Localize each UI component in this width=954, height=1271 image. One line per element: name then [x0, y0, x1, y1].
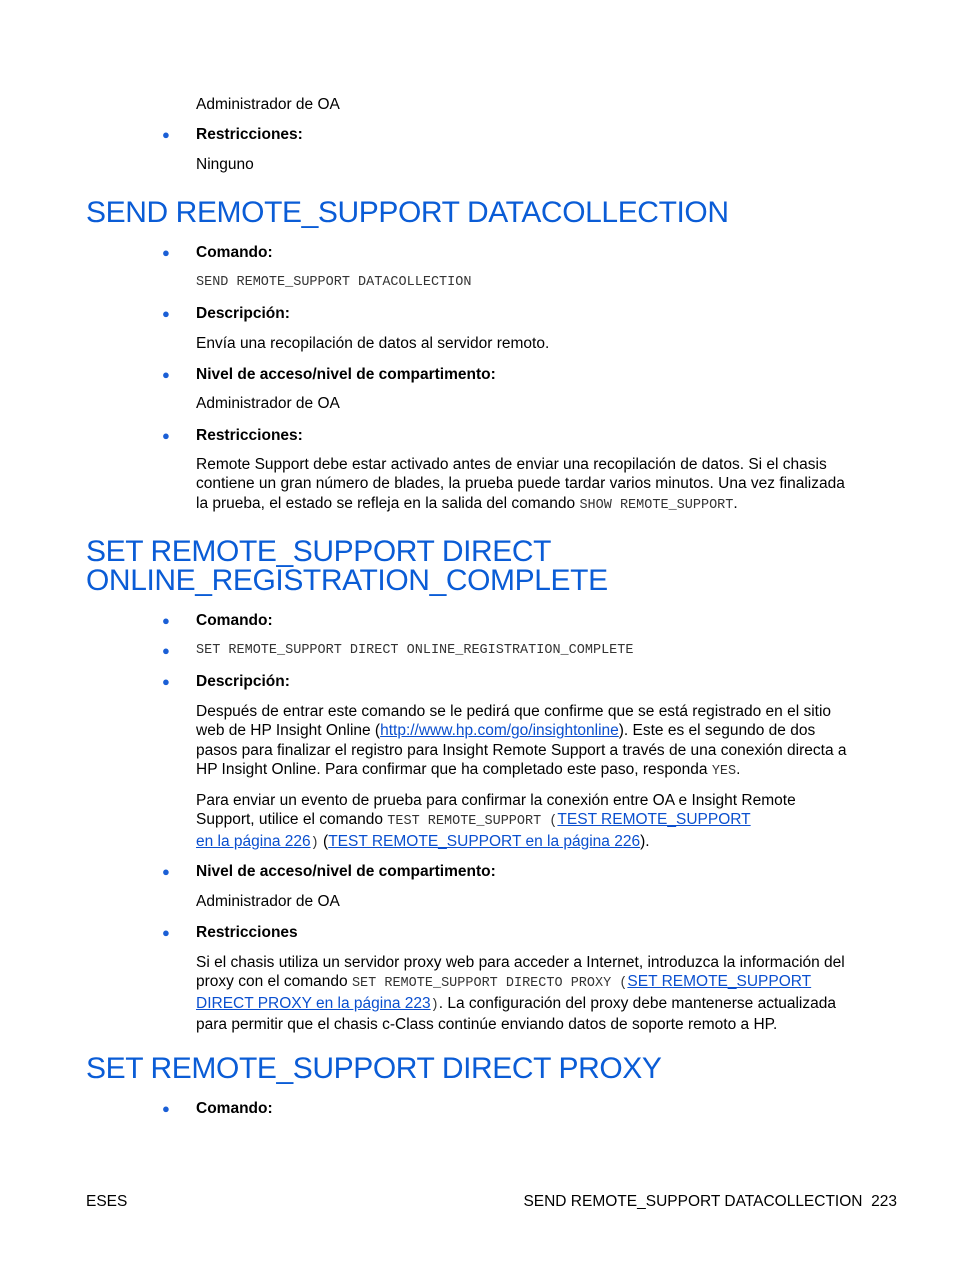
page-number: 223: [871, 1193, 897, 1210]
bullet-icon: ●: [162, 643, 170, 658]
direct-proxy-page-link[interactable]: DIRECT PROXY en la página 223: [196, 994, 431, 1012]
access-label: Nivel de acceso/nivel de compartimento:: [196, 366, 496, 383]
command-label: Comando:: [196, 612, 273, 629]
paragraph-line: [196, 810, 796, 831]
text-run: ). Este es el segundo de dos: [618, 722, 816, 740]
access-value: Administrador de OA: [196, 893, 340, 910]
footer-locale: ESES: [86, 1193, 128, 1210]
paragraph-line: [196, 494, 845, 515]
footer-section-title: SEND REMOTE_SUPPORT DATACOLLECTION: [523, 1193, 863, 1210]
test-event-paragraph: [196, 791, 796, 853]
paragraph-line: Después de entrar este comando se le pedirá que confirme que se está registrado en el sitio: [196, 703, 832, 720]
bullet-icon: ●: [162, 925, 170, 940]
footer-right: [523, 1192, 897, 1211]
inline-code: SHOW REMOTE_SUPPORT: [579, 497, 734, 513]
text-run: . La configuración del proxy debe mantenerse actualizada: [438, 994, 836, 1012]
bullet-icon: ●: [162, 306, 170, 321]
text-run: .: [736, 760, 741, 778]
direct-proxy-link[interactable]: SET REMOTE_SUPPORT: [627, 973, 812, 991]
paragraph-line: pasos para finalizar el registro para Insight Remote Support a través de una conexión directa a: [196, 741, 847, 759]
text-run: la prueba, el estado se refleja en la salida del comando: [196, 494, 580, 512]
bullet-icon: ●: [162, 613, 170, 628]
text-run: .: [733, 494, 738, 512]
command-value: SET REMOTE_SUPPORT DIRECT ONLINE_REGISTRATION_COMPLETE: [196, 643, 634, 658]
access-value: Administrador de OA: [196, 96, 340, 113]
bullet-icon: ●: [162, 1101, 170, 1116]
bullet-icon: ●: [162, 428, 170, 443]
restrictions-paragraph: [196, 953, 845, 1034]
heading-line: SET REMOTE_SUPPORT DIRECT: [86, 535, 552, 568]
bullet-icon: ●: [162, 245, 170, 260]
restrictions-label: Restricciones: [196, 924, 298, 941]
text-run: web de HP Insight Online (: [196, 722, 381, 740]
command-label: Comando:: [196, 1100, 273, 1117]
paragraph-line: contiene un gran número de blades, la prueba puede tardar varios minutos. Una vez finalizada: [196, 475, 845, 493]
command-value: SEND REMOTE_SUPPORT DATACOLLECTION: [196, 275, 472, 290]
inline-code: SET REMOTE_SUPPORT DIRECTO PROXY (: [351, 976, 628, 992]
inline-code: TEST REMOTE_SUPPORT (: [387, 814, 558, 830]
paragraph-line: [196, 832, 796, 853]
restrictions-label: Restricciones:: [196, 126, 303, 143]
restrictions-label: Restricciones:: [196, 427, 303, 444]
bullet-icon: ●: [162, 127, 170, 142]
bullet-icon: ●: [162, 674, 170, 689]
description-paragraph: [196, 702, 847, 781]
inline-code: ): [430, 997, 439, 1013]
test-remote-support-page-link[interactable]: en la página 226: [196, 832, 311, 850]
section-heading-online-registration: [86, 537, 608, 595]
section-heading-direct-proxy: SET REMOTE_SUPPORT DIRECT PROXY: [86, 1052, 662, 1085]
section-heading-send-datacollection: SEND REMOTE_SUPPORT DATACOLLECTION: [86, 196, 729, 229]
text-run: HP Insight Online. Para confirmar que ha completado este paso, responda: [196, 760, 712, 778]
restrictions-paragraph: [196, 455, 845, 515]
paragraph-line: [196, 972, 845, 993]
description-label: Descripción:: [196, 305, 290, 322]
paragraph-line: [196, 721, 847, 740]
paragraph-line: [196, 994, 845, 1015]
description-value: Envía una recopilación de datos al servidor remoto.: [196, 335, 550, 352]
inline-code: ): [310, 835, 319, 851]
text-run: Support, utilice el comando: [196, 811, 388, 829]
paragraph-line: Remote Support debe estar activado antes de enviar una recopilación de datos. Si el chasis: [196, 456, 827, 473]
access-value: Administrador de OA: [196, 395, 340, 412]
paragraph-line: para permitir que el chasis c-Class continúe enviando datos de soporte remoto a HP.: [196, 1015, 778, 1033]
test-remote-support-full-link[interactable]: TEST REMOTE_SUPPORT en la página 226: [328, 832, 641, 850]
paragraph-line: [196, 760, 847, 781]
restrictions-value: Ninguno: [196, 156, 254, 173]
text-run: (: [318, 832, 329, 850]
insight-online-link[interactable]: http://www.hp.com/go/insightonline: [380, 722, 619, 740]
bullet-icon: ●: [162, 864, 170, 879]
paragraph-line: Si el chasis utiliza un servidor proxy web para acceder a Internet, introduzca la información del: [196, 954, 845, 971]
description-label: Descripción:: [196, 673, 290, 690]
paragraph-line: Para enviar un evento de prueba para confirmar la conexión entre OA e Insight Remote: [196, 792, 796, 809]
text-run: proxy con el comando: [196, 973, 352, 991]
text-run: ).: [640, 832, 650, 850]
inline-code: YES: [711, 763, 737, 779]
access-label: Nivel de acceso/nivel de compartimento:: [196, 863, 496, 880]
heading-line: ONLINE_REGISTRATION_COMPLETE: [86, 564, 608, 597]
bullet-icon: ●: [162, 367, 170, 382]
test-remote-support-link[interactable]: TEST REMOTE_SUPPORT: [557, 811, 751, 829]
command-label: Comando:: [196, 244, 273, 261]
